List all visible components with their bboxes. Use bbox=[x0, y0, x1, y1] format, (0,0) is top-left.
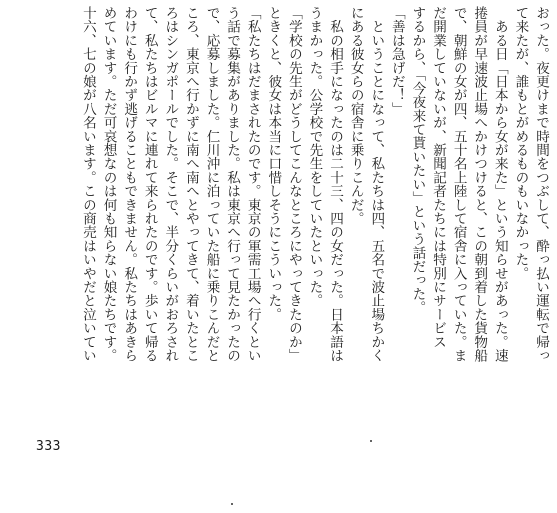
text-column: 捲員が早速波止場へかけつけると、この朝到着した貨物船 bbox=[471, 6, 488, 363]
scan-speck bbox=[370, 440, 372, 442]
text-column: ある日「日本から女が来た」という知らせがあった。速 bbox=[491, 6, 508, 363]
text-column: おった。夜更けまで時間をつぶして、酔っ払い運転で帰っ bbox=[533, 6, 549, 363]
text-column: て来たが、誰もとがめるものもいなかった。 bbox=[512, 6, 529, 280]
text-column: だ開業していないが、新聞記者たちには特別にサービス bbox=[430, 6, 447, 349]
vertical-text-body bbox=[21, 6, 551, 431]
text-column: わけにも行かず逃げることもできません。私たちはあきら bbox=[121, 6, 138, 363]
text-column: するから、「今夜来て貰いたい」という話だった。 bbox=[409, 6, 426, 315]
text-column: て、私たちはビルマに連れて来られたのです。歩いて帰る bbox=[141, 6, 158, 363]
page-number: 333 bbox=[36, 439, 61, 454]
text-column: 私の相手になったのは二十三、四の女だった。日本語は bbox=[327, 6, 344, 363]
text-column: にある彼女らの宿舎に乗りこんだ。 bbox=[347, 6, 364, 226]
text-column: めています。ただ可哀想なのは何も知らない娘たちです。 bbox=[100, 6, 117, 363]
scan-speck bbox=[231, 503, 233, 505]
text-column: 十六、七の娘が八名います。この商売はいやだと泣いてい bbox=[79, 6, 96, 363]
text-column: 「学校の先生がどうしてこんなところにやってきたのか」 bbox=[285, 6, 302, 363]
text-column: ときくと、彼女は本当に口惜しそうにこういった。 bbox=[265, 6, 282, 322]
text-column: ころ、東京へ行かずに南へ南へとやってきて、着いたとこ bbox=[182, 6, 199, 363]
text-column: 「私たちはだまされたのです。東京の軍需工場へ行くとい bbox=[244, 6, 261, 363]
text-column: うまかった。公学校で先生をしていたといった。 bbox=[306, 6, 323, 308]
text-column: う話で募集がありました。私は東京へ行って見たかったの bbox=[224, 6, 241, 363]
text-column: で、朝鮮の女が四、五十名上陸して宿舎に入っていた。ま bbox=[450, 6, 467, 363]
text-column: ろはシンガポールでした。そこで、半分くらいがおろされ bbox=[162, 6, 179, 363]
text-column: 「善は急げだ！」 bbox=[388, 6, 405, 116]
text-column: で、応募しました。仁川沖に泊っていた船に乗りこんだと bbox=[203, 6, 220, 363]
text-column: ということになって、私たちは四、五名で波止場ちかく bbox=[368, 6, 385, 363]
